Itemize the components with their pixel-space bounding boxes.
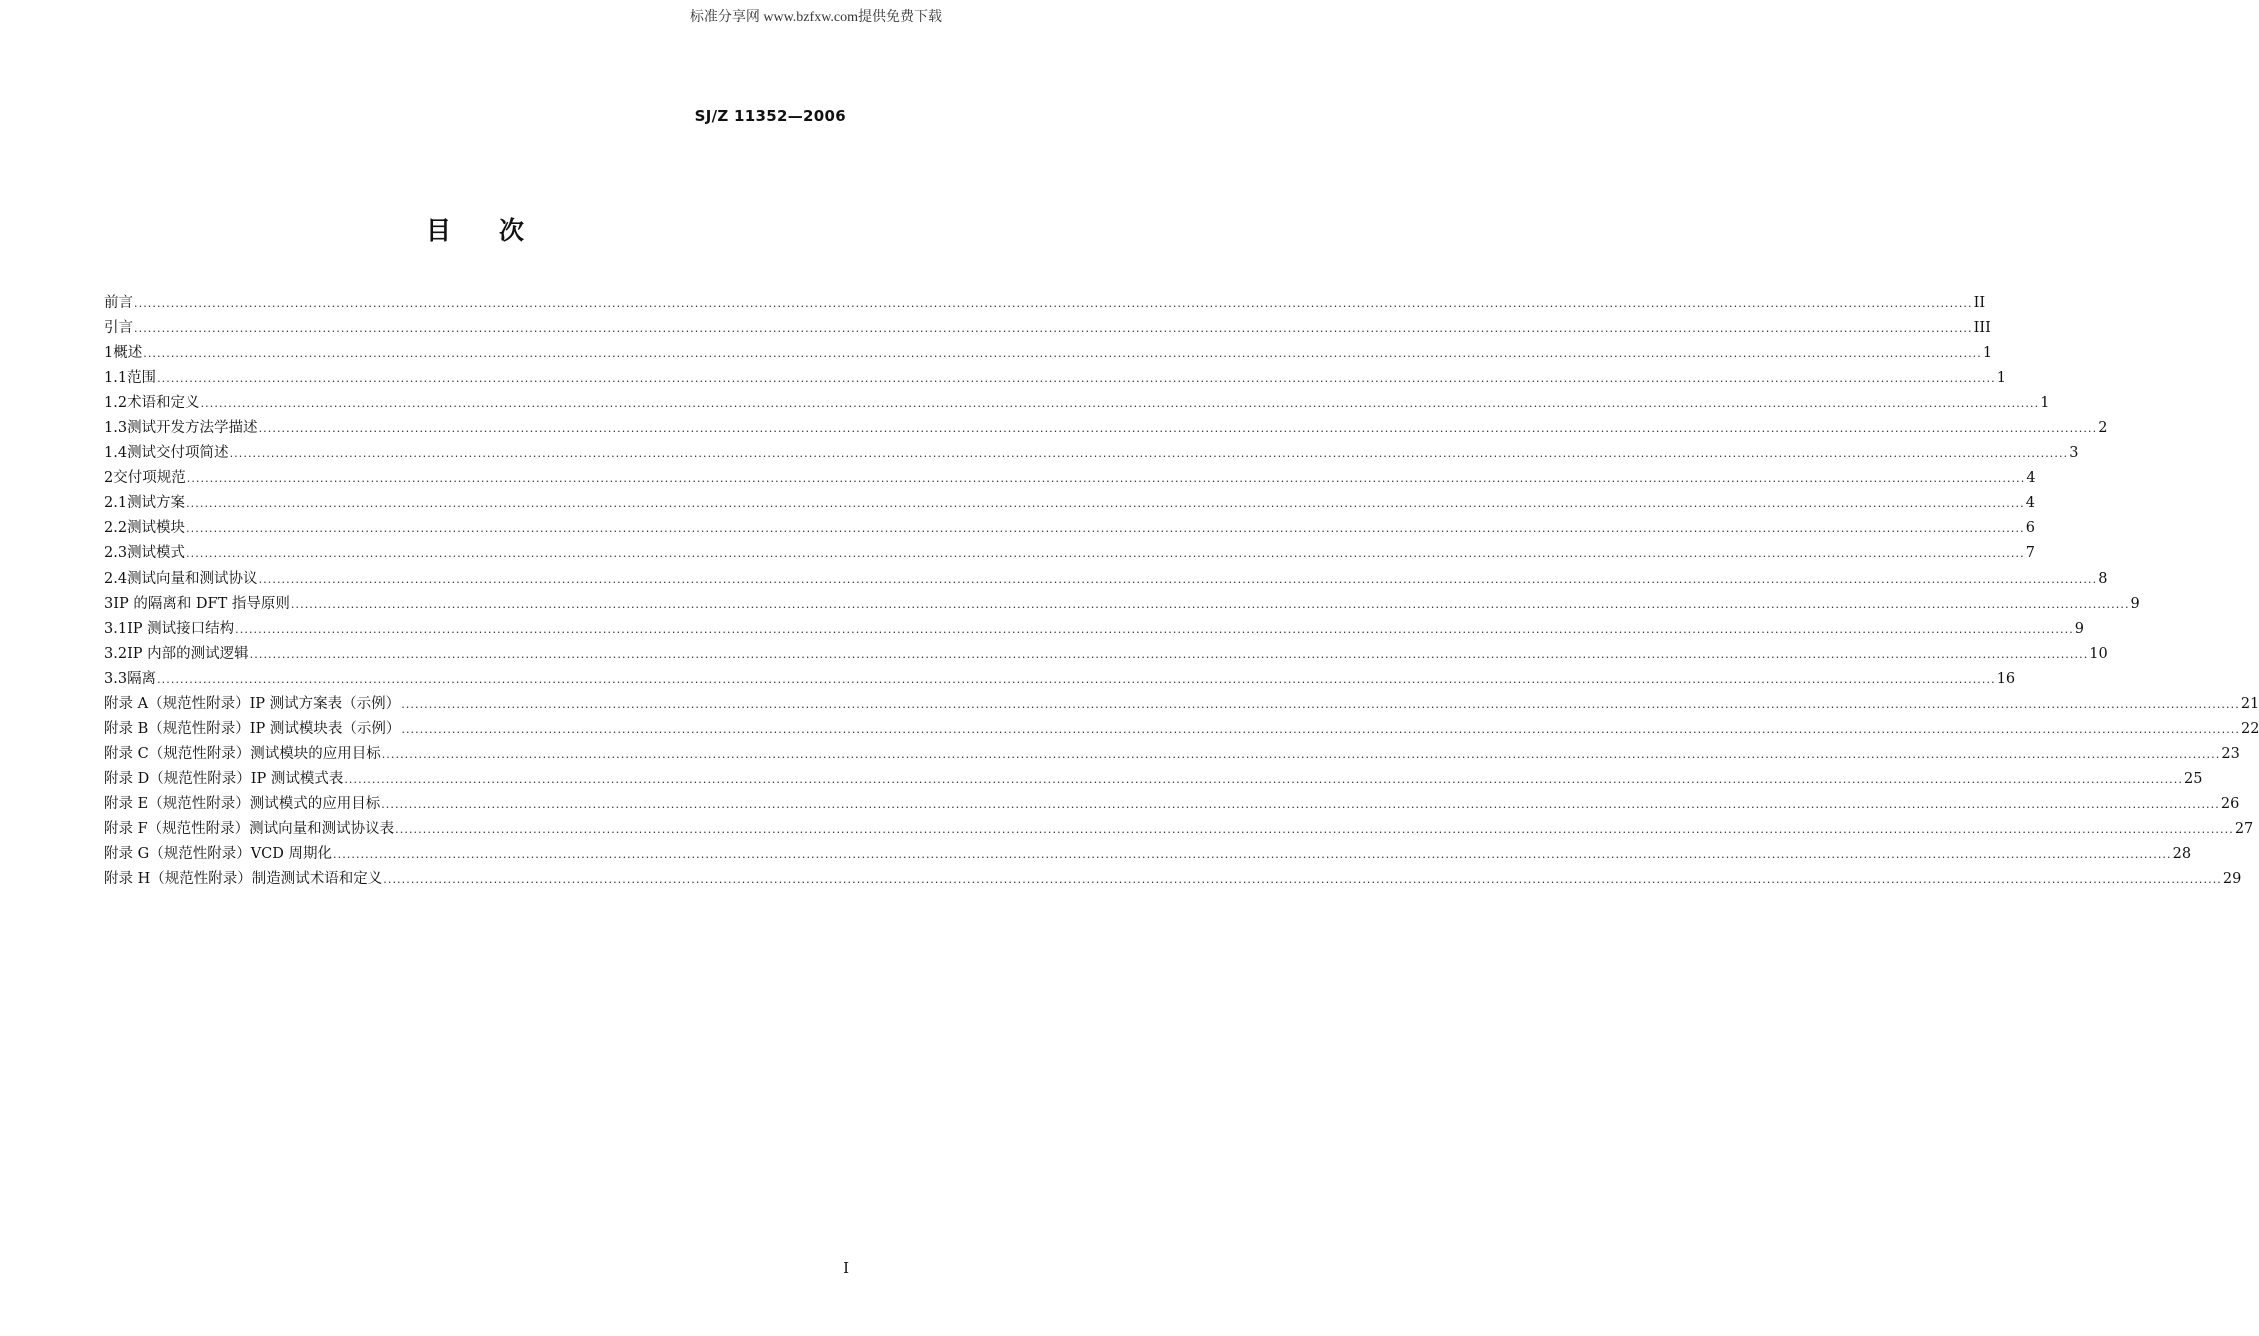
toc-entry-page: 3 [2069,445,2079,462]
toc-entry-title: 测试交付项简述 [127,445,229,462]
toc-entry-title: 附录 H（规范性附录）制造测试术语和定义 [104,871,383,888]
toc-entry-number: 3.1 [104,620,128,637]
toc-dot-leader: ................................................................................................................................................................................................................................................................................................................................................................................................................ [157,372,1996,386]
toc-entry-page: 25 [2183,770,2203,787]
toc-entry-page: 2 [2098,420,2108,437]
toc-dot-leader: ................................................................................................................................................................................................................................................................................................................................................................................................................ [134,322,1973,336]
toc-entry-page: II [1973,295,1986,311]
table-of-contents [104,291,2259,892]
toc-entry-number: 2 [104,470,114,487]
toc-entry-title: IP 内部的测试逻辑 [127,645,249,662]
toc-entry-page: 9 [2130,595,2140,612]
page-title-part-1: 目 [425,216,451,245]
toc-dot-leader: ................................................................................................................................................................................................................................................................................................................................................................................................................ [381,747,2221,761]
toc-dot-leader: ................................................................................................................................................................................................................................................................................................................................................................................................................ [249,647,2089,661]
toc-entry-page: 8 [2098,570,2108,587]
toc-dot-leader: ................................................................................................................................................................................................................................................................................................................................................................................................................ [186,472,2026,486]
standard-code: SJ/Z 11352—2006 [694,107,846,125]
toc-entry-title: 附录 B（规范性附录）IP 测试模块表（示例） [104,720,401,737]
toc-entry-title: IP 测试接口结构 [127,620,235,637]
toc-entry-title: 引言 [104,320,133,337]
toc-entry-number: 2.2 [104,520,128,537]
toc-entry-page: 23 [2221,745,2240,762]
page-title [0,211,950,247]
toc-entry[interactable] [104,842,2192,867]
toc-entry[interactable] [104,366,2006,391]
toc-entry-title: 测试模块 [127,520,186,537]
toc-entry-number: 2.1 [104,495,128,512]
toc-entry-page: III [1973,320,1991,337]
toc-entry-page: 6 [2025,520,2035,537]
toc-entry-title: 交付项规范 [113,470,186,487]
toc-entry-page: 1 [2040,395,2050,412]
toc-entry-page: 27 [2234,820,2254,837]
toc-entry-page: 10 [2089,645,2108,662]
toc-entry-number: 2.3 [104,545,128,562]
toc-entry-number: 3 [104,595,114,612]
toc-entry-title: 测试向量和测试协议 [127,570,258,587]
toc-entry-page: 29 [2222,871,2242,888]
toc-entry-title: 附录 C（规范性附录）测试模块的应用目标 [104,745,381,762]
toc-dot-leader: ................................................................................................................................................................................................................................................................................................................................................................................................................ [186,522,2025,536]
page-title-part-2: 次 [499,216,525,245]
toc-entry[interactable] [104,692,2259,717]
toc-dot-leader: ................................................................................................................................................................................................................................................................................................................................................................................................................ [186,547,2025,561]
toc-entry[interactable] [104,592,2140,617]
toc-entry-title: 术语和定义 [127,395,200,412]
toc-entry-number: 3.3 [104,670,128,687]
toc-entry[interactable] [104,567,2108,592]
toc-entry[interactable] [104,767,2203,792]
toc-entry-page: 28 [2172,846,2192,863]
toc-entry-title: 附录 E（规范性附录）测试模式的应用目标 [104,795,381,812]
toc-entry[interactable] [104,291,1986,316]
toc-entry[interactable] [104,717,2259,742]
toc-entry-page: 26 [2220,795,2240,812]
toc-entry[interactable] [104,416,2108,441]
toc-dot-leader: ................................................................................................................................................................................................................................................................................................................................................................................................................ [381,797,2220,811]
toc-dot-leader: ................................................................................................................................................................................................................................................................................................................................................................................................................ [258,422,2098,436]
toc-entry-title: 测试模式 [127,545,186,562]
toc-entry[interactable] [104,391,2050,416]
toc-entry-number: 1.3 [104,420,128,437]
toc-entry-number: 3.2 [104,645,128,662]
toc-dot-leader: ................................................................................................................................................................................................................................................................................................................................................................................................................ [229,447,2069,461]
toc-dot-leader: ................................................................................................................................................................................................................................................................................................................................................................................................................ [143,347,1982,361]
toc-entry-page: 21 [2240,695,2259,712]
toc-entry-page: 7 [2025,545,2035,562]
toc-dot-leader: ................................................................................................................................................................................................................................................................................................................................................................................................................ [383,873,2222,887]
toc-entry-title: 测试开发方法学描述 [127,420,258,437]
toc-entry-title: 附录 A（规范性附录）IP 测试方案表（示例） [104,695,401,712]
toc-entry-title: 概述 [113,345,143,362]
toc-entry[interactable] [104,516,2035,541]
toc-dot-leader: ................................................................................................................................................................................................................................................................................................................................................................................................................ [235,622,2074,636]
toc-entry-number: 1.2 [104,395,128,412]
toc-dot-leader: ................................................................................................................................................................................................................................................................................................................................................................................................................ [344,772,2183,786]
toc-dot-leader: ................................................................................................................................................................................................................................................................................................................................................................................................................ [134,297,1973,310]
toc-entry-page: 1 [1996,370,2006,387]
toc-entry-page: 9 [2074,620,2085,637]
toc-dot-leader: ................................................................................................................................................................................................................................................................................................................................................................................................................ [157,672,1996,686]
toc-entry-title: 隔离 [127,670,157,687]
toc-dot-leader: ................................................................................................................................................................................................................................................................................................................................................................................................................ [333,848,2172,862]
toc-entry[interactable] [104,441,2079,466]
toc-dot-leader: ................................................................................................................................................................................................................................................................................................................................................................................................................ [200,397,2040,411]
toc-entry-page: 22 [2241,720,2259,737]
toc-entry[interactable] [104,617,2085,642]
toc-entry[interactable] [104,792,2240,817]
toc-entry[interactable] [104,642,2108,667]
toc-entry-number: 2.4 [104,570,128,587]
toc-entry[interactable] [104,491,2035,516]
watermark-text: 标准分享网 www.bzfxw.com提供免费下载 [689,10,942,25]
toc-entry-title: 前言 [104,295,133,311]
toc-entry-title: 测试方案 [127,495,186,512]
toc-entry-number: 1 [104,345,114,362]
toc-entry[interactable] [104,867,2242,892]
toc-entry[interactable] [104,742,2240,767]
toc-entry-title: 范围 [127,370,157,387]
toc-dot-leader: ................................................................................................................................................................................................................................................................................................................................................................................................................ [186,497,2025,511]
toc-entry-number: 1.1 [104,370,128,387]
toc-entry-title: IP 的隔离和 DFT 指导原则 [113,595,290,612]
toc-entry[interactable] [104,316,1991,341]
toc-dot-leader: ................................................................................................................................................................................................................................................................................................................................................................................................................ [401,697,2240,711]
toc-entry-title: 附录 D（规范性附录）IP 测试模式表 [104,770,344,787]
toc-entry-number: 1.4 [104,445,128,462]
page-number: I [843,1259,849,1277]
toc-entry-page: 4 [2026,470,2036,487]
toc-dot-leader: ................................................................................................................................................................................................................................................................................................................................................................................................................ [395,822,2234,836]
toc-entry-title: 附录 G（规范性附录）VCD 周期化 [104,846,332,863]
toc-dot-leader: ................................................................................................................................................................................................................................................................................................................................................................................................................ [290,597,2130,611]
toc-entry-page: 1 [1982,345,1993,362]
toc-entry-title: 附录 F（规范性附录）测试向量和测试协议表 [104,820,395,837]
toc-entry[interactable] [104,341,1993,366]
toc-entry[interactable] [104,466,2036,491]
toc-entry-page: 16 [1996,670,2016,687]
toc-entry[interactable] [104,541,2035,566]
toc-entry-page: 4 [2025,495,2035,512]
toc-entry[interactable] [104,817,2254,842]
toc-entry[interactable] [104,667,2016,692]
toc-dot-leader: ................................................................................................................................................................................................................................................................................................................................................................................................................ [258,572,2098,586]
toc-dot-leader: ................................................................................................................................................................................................................................................................................................................................................................................................................ [401,722,2240,736]
